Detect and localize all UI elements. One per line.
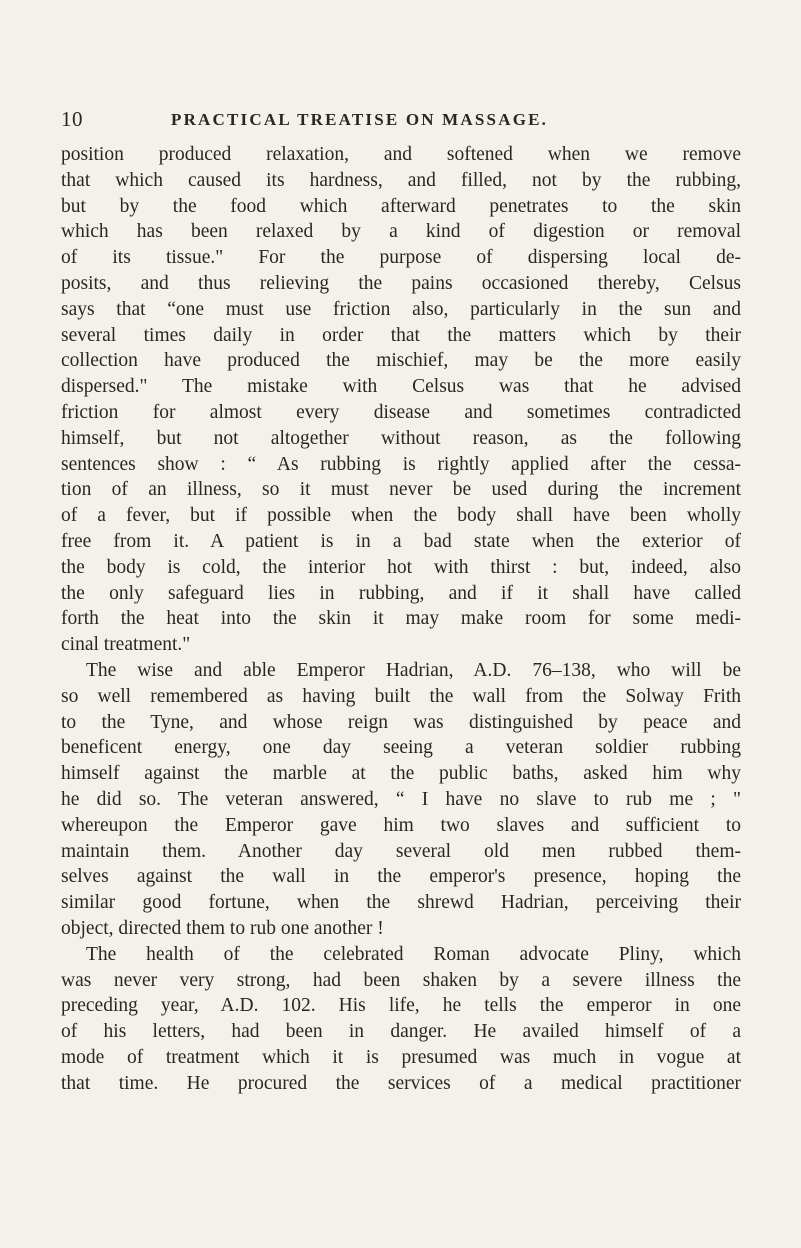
text-line: sentences show : “ As rubbing is rightly applied after the cessa- xyxy=(61,453,741,475)
paragraph-end-line: cinal treatment." xyxy=(61,634,191,656)
text-line: tion of an illness, so it must never be used during the increment xyxy=(61,479,741,501)
page-header xyxy=(61,107,741,133)
text-line: was never very strong, had been shaken by a severe illness the xyxy=(61,969,741,991)
text-line: the only safeguard lies in rubbing, and if it shall have called xyxy=(61,582,741,604)
running-title: PRACTICAL TREATISE ON MASSAGE. xyxy=(171,110,549,129)
text-line: collection have produced the mischief, may be the more easily xyxy=(61,350,741,372)
page-number: 10 xyxy=(61,107,83,131)
text-line: forth the heat into the skin it may make room for some medi- xyxy=(61,608,741,630)
text-line: mode of treatment which it is presumed was much in vogue at xyxy=(61,1046,741,1068)
text-line: himself against the marble at the public baths, asked him why xyxy=(61,763,741,785)
text-line: beneficent energy, one day seeing a veteran soldier rubbing xyxy=(61,737,741,759)
text-line: several times daily in order that the matters which by their xyxy=(61,324,741,346)
text-line: of his letters, had been in danger. He availed himself of a xyxy=(61,1021,741,1043)
body-text xyxy=(61,142,741,1096)
paragraph-start-line: The wise and able Emperor Hadrian, A.D. 76–138, who will be xyxy=(86,659,741,681)
text-line: position produced relaxation, and softened when we remove xyxy=(61,144,741,165)
text-line: he did so. The veteran answered, “ I have no slave to rub me ; " xyxy=(61,788,741,810)
text-line: of a fever, but if possible when the body shall have been wholly xyxy=(61,505,741,527)
text-line: that which caused its hardness, and filled, not by the rubbing, xyxy=(61,169,741,191)
text-line: preceding year, A.D. 102. His life, he tells the emperor in one xyxy=(61,995,741,1017)
text-line: maintain them. Another day several old men rubbed them- xyxy=(61,840,741,862)
text-line: of its tissue." For the purpose of dispersing local de- xyxy=(61,247,741,269)
text-line: whereupon the Emperor gave him two slaves and sufficient to xyxy=(61,814,741,836)
text-line: dispersed." The mistake with Celsus was that he advised xyxy=(61,376,741,398)
text-line: selves against the wall in the emperor's presence, hoping the xyxy=(61,866,741,888)
text-line: posits, and thus relieving the pains occasioned thereby, Celsus xyxy=(61,272,741,294)
text-line: similar good fortune, when the shrewd Hadrian, perceiving their xyxy=(61,892,741,914)
text-line: free from it. A patient is in a bad state when the exterior of xyxy=(61,530,741,552)
text-line: to the Tyne, and whose reign was distinguished by peace and xyxy=(61,711,741,733)
text-line: the body is cold, the interior hot with thirst : but, indeed, also xyxy=(61,556,741,578)
paragraph-start-line: The health of the celebrated Roman advocate Pliny, which xyxy=(86,943,741,965)
text-line: friction for almost every disease and sometimes contradicted xyxy=(61,401,741,423)
text-line: but by the food which afterward penetrates to the skin xyxy=(61,195,741,217)
text-line: himself, but not altogether without reason, as the following xyxy=(61,427,741,449)
text-line: that time. He procured the services of a medical practitioner xyxy=(61,1072,741,1094)
text-line: says that “one must use friction also, particularly in the sun and xyxy=(61,298,741,320)
text-line: which has been relaxed by a kind of digestion or removal xyxy=(61,221,741,243)
paragraph-end-line: object, directed them to rub one another ! xyxy=(61,917,384,939)
text-line: so well remembered as having built the wall from the Solway Frith xyxy=(61,685,741,707)
